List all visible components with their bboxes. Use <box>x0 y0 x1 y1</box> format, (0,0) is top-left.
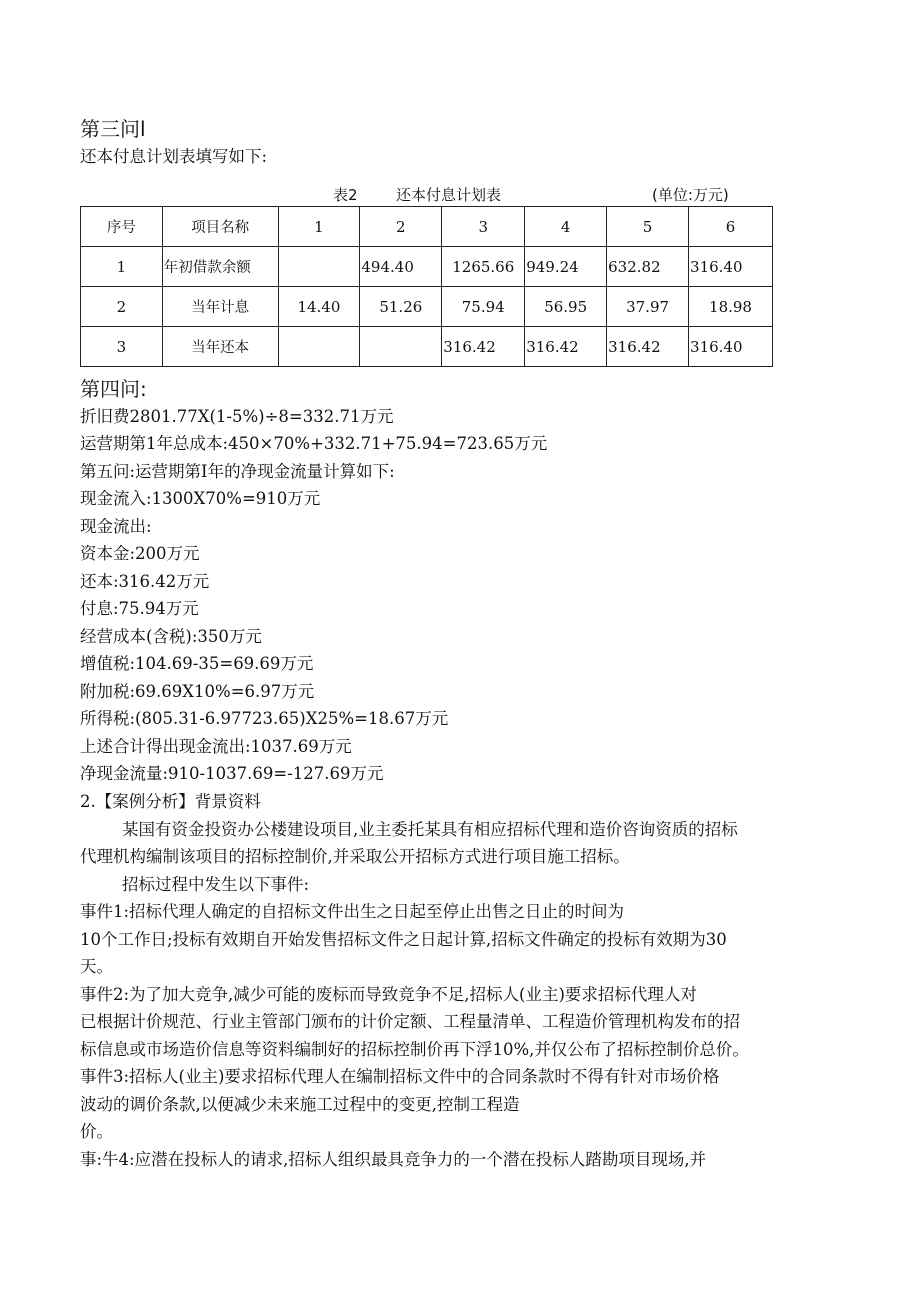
event-2: 标信息或市场造价信息等资料编制好的招标控制价再下浮10%,并仅公布了招标控制价总价。 <box>80 1040 749 1059</box>
event-3: 事件3:招标人(业主)要求招标代理人在编制招标文件中的合同条款时不得有针对市场价格 <box>80 1067 720 1086</box>
q4-line: 上述合计得出现金流出:1037.69万元 <box>80 737 352 756</box>
q4-line: 增值税:104.69-35=69.69万元 <box>80 654 314 673</box>
header-cell: 6 <box>689 207 773 247</box>
table-cell: 3 <box>81 327 163 367</box>
header-cell: 4 <box>525 207 607 247</box>
q5-heading-line: 第五问:运营期第I年的净现金流量计算如下: <box>80 462 395 481</box>
q4-line: 现金流出: <box>80 517 152 536</box>
q4-line: 付息:75.94万元 <box>80 599 199 618</box>
q4-line: 经营成本(含税):350万元 <box>80 627 262 646</box>
table-cell: 年初借款余额 <box>162 247 278 287</box>
table-cell: 632.82 <box>607 247 689 287</box>
event-2: 已根据计价规范、行业主管部门颁布的计价定额、工程量清单、工程造价管理机构发布的招 <box>80 1012 740 1031</box>
table-row <box>81 247 773 287</box>
table-cell: 75.94 <box>442 287 525 327</box>
q4-line: 附加税:69.69X10%=6.97万元 <box>80 682 315 701</box>
case-paragraph: 某国有资金投资办公楼建设项目,业主委托某具有相应招标代理和造价咨询资质的招标 <box>122 820 738 839</box>
table-row <box>81 327 773 367</box>
q4-line: 所得税:(805.31-6.97723.65)X25%=18.67万元 <box>80 709 449 728</box>
table-cell <box>278 327 360 367</box>
table-cell: 316.42 <box>607 327 689 367</box>
table-cell: 51.26 <box>360 287 442 327</box>
event-1: 天。 <box>80 957 113 976</box>
table-cell <box>360 327 442 367</box>
q4-line: 运营期第1年总成本:450×70%+332.71+75.94=723.65万元 <box>80 434 548 453</box>
q4-line: 折旧费2801.77X(1-5%)÷8=332.71万元 <box>80 407 394 426</box>
table-cell: 494.40 <box>360 247 442 287</box>
table-cell: 14.40 <box>278 287 360 327</box>
header-cell: 5 <box>607 207 689 247</box>
q3-intro: 还本付息计划表填写如下: <box>80 147 268 166</box>
header-cell: 2 <box>360 207 442 247</box>
table-cell: 56.95 <box>525 287 607 327</box>
case-paragraph: 代理机构编制该项目的招标控制价,并采取公开招标方式进行项目施工招标。 <box>80 847 630 866</box>
event-3: 波动的调价条款,以便减少未来施工过程中的变更,控制工程造 <box>80 1095 520 1114</box>
event-1: 事件1:招标代理人确定的自招标文件出生之日起至停止出售之日止的时间为 <box>80 902 625 921</box>
repayment-plan-table <box>80 206 773 367</box>
q4-line: 还本:316.42万元 <box>80 572 210 591</box>
table-cell <box>278 247 360 287</box>
table-cell: 当年还本 <box>162 327 278 367</box>
table-cell: 316.42 <box>525 327 607 367</box>
q4-line: 净现金流量:910-1037.69=-127.69万元 <box>80 764 384 783</box>
table-row <box>81 287 773 327</box>
event-1: 10个工作日;投标有效期自开始发售招标文件之日起计算,招标文件确定的投标有效期为30 <box>80 930 727 949</box>
header-cell: 3 <box>442 207 525 247</box>
q4-line: 资本金:200万元 <box>80 544 200 563</box>
table-cell: 316.40 <box>689 247 773 287</box>
table-cell: 2 <box>81 287 163 327</box>
event-2: 事件2:为了加大竞争,减少可能的废标而导致竞争不足,招标人(业主)要求招标代理人对 <box>80 985 697 1004</box>
q4-heading: 第四问: <box>80 377 147 401</box>
table-header-row <box>81 207 773 247</box>
header-cell: 项目名称 <box>162 207 278 247</box>
table-caption-number: 表2 <box>333 186 358 204</box>
table-caption-title: 还本付息计划表 <box>396 186 502 204</box>
table-cell: 37.97 <box>607 287 689 327</box>
table-caption-unit: (单位:万元) <box>652 186 729 204</box>
table-cell: 1265.66 <box>442 247 525 287</box>
header-cell: 序号 <box>81 207 163 247</box>
event-4: 事:牛4:应潜在投标人的请求,招标人组织最具竞争力的一个潜在投标人踏勘项目现场,并 <box>80 1150 707 1169</box>
table-cell: 316.40 <box>689 327 773 367</box>
q4-line: 现金流入:1300X70%=910万元 <box>80 489 321 508</box>
case-title: 2.【案例分析】背景资料 <box>80 792 261 811</box>
header-cell: 1 <box>278 207 360 247</box>
table-cell: 949.24 <box>525 247 607 287</box>
case-paragraph: 招标过程中发生以下事件: <box>122 875 310 894</box>
table-cell: 当年计息 <box>162 287 278 327</box>
table-cell: 316.42 <box>442 327 525 367</box>
table-cell: 1 <box>81 247 163 287</box>
table-cell: 18.98 <box>689 287 773 327</box>
q3-heading: 第三问l <box>80 117 146 141</box>
event-3: 价。 <box>80 1122 113 1141</box>
